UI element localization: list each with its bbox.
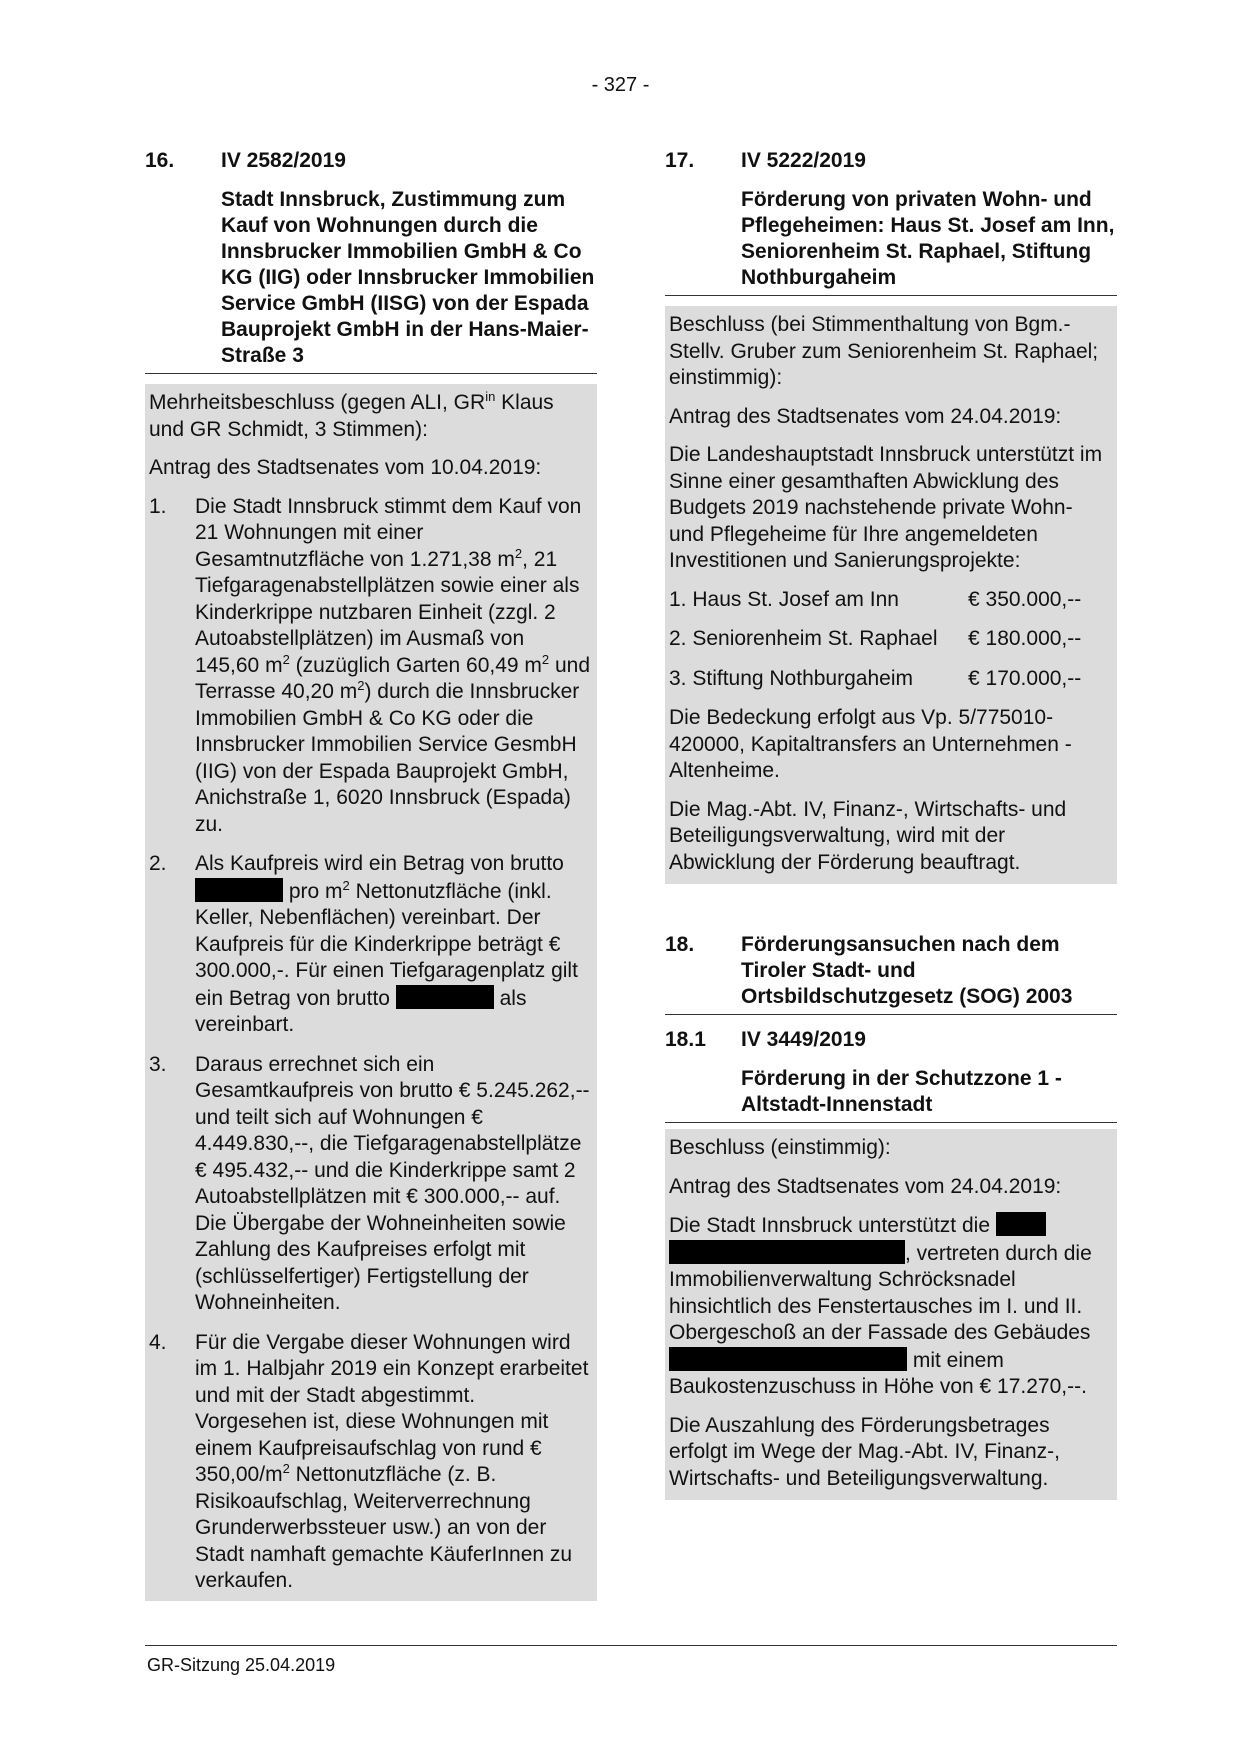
page-number: - 327 -	[591, 74, 650, 96]
payment-text: Die Auszahlung des Förderungsbetrages erfolgt im Wege der Mag.-Abt. IV, Finanz-, Wirtschafts- und Beteiligungsverwaltung.	[669, 1413, 1061, 1490]
decision-text: Beschluss (einstimmig):	[669, 1136, 891, 1159]
footer-session-date: GR-Sitzung 25.04.2019	[147, 1655, 336, 1675]
assignment-text: Die Mag.-Abt. IV, Finanz-, Wirtschafts- und Beteiligungsverwaltung, wird mit der Abwicklung der Förderung beauftragt.	[669, 797, 1067, 874]
redaction-block	[396, 985, 494, 1009]
right-column	[665, 148, 1117, 1500]
motion-text: Antrag des Stadtsenates vom 24.04.2019:	[669, 404, 1062, 428]
redaction-block	[996, 1212, 1046, 1236]
item-17-decision-block	[665, 306, 1117, 884]
redaction-block	[669, 1347, 907, 1371]
item-title: Förderungsansuchen nach dem Tiroler Stadt- und Ortsbildschutzgesetz (SOG) 2003	[741, 933, 1073, 1008]
item-title: Förderung von privaten Wohn- und Pflegeheimen: Haus St. Josef am Inn, Seniorenheim St. Raphael, Stiftung Nothburgaheim	[741, 188, 1115, 289]
item-number: 16.	[145, 149, 175, 172]
item-code: IV 5222/2019	[741, 149, 866, 172]
item-16-header	[145, 148, 597, 374]
left-column	[145, 148, 597, 1601]
item-16-decision-block	[145, 384, 597, 1601]
item-18-1-decision-block	[665, 1129, 1117, 1500]
item-title: Stadt Innsbruck, Zustimmung zum Kauf von Wohnungen durch die Innsbrucker Immobilien GmbH & Co KG (IIG) oder Innsbrucker Immobilien Service GmbH (IISG) von der Espada Bauprojekt GmbH in der Hans-Maier-Straße 3	[221, 188, 595, 367]
item-number: 18.	[665, 933, 695, 956]
list-item: 3. Daraus errechnet sich ein Gesamtkaufpreis von brutto € 5.245.262,-- und teilt sich auf Wohnungen € 4.449.830,--, die Tiefgaragenabstellplätze € 495.432,-- und die Kinderkrippe samt 2 Autoabstellplätzen mit € 300.000,-- auf. Die Übergabe der Wohneinheiten sowie Zahlung des Kaufpreises erfolgt mit (schlüsselfertiger) Fertigstellung der Wohneinheiten.	[149, 1052, 590, 1314]
item-number: 17.	[665, 149, 695, 172]
item-code: IV 3449/2019	[741, 1028, 866, 1051]
item-17-header	[665, 148, 1117, 296]
intro-text: Die Landeshauptstadt Innsbruck unterstützt im Sinne einer gesamthaften Abwicklung des Budgets 2019 nachstehende private Wohn- und Pflegeheime für Ihre angemeldeten Investitionen und Sanierungsprojekte:	[669, 443, 1103, 572]
funding-row: 3. Stiftung Nothburgaheim € 170.000,--	[669, 666, 1082, 690]
footer-divider	[145, 1645, 1117, 1646]
decision-text: Beschluss (bei Stimmenthaltung von Bgm.-Stellv. Gruber zum Seniorenheim St. Raphael; einstimmig):	[669, 313, 1099, 389]
list-item: 2. Als Kaufpreis wird ein Betrag von brutto pro $m^2$ Nettonutzfläche (inkl. Keller, Nebenflächen) vereinbart. Der Kaufpreis für die Kinderkrippe beträgt € 300.000,-. Für einen Tiefgaragenplatz gilt ein Betrag von brutto als vereinbart.	[149, 852, 578, 1036]
item-code: IV 2582/2019	[221, 149, 346, 172]
list-item: 1. Die Stadt Innsbruck stimmt dem Kauf von 21 Wohnungen mit einer Gesamtnutzfläche von 1.271,38 $m^2$, 21 Tiefgaragenabstellplätzen sowie einer als Kinderkrippe nutzbaren Einheit (zzgl. 2 Autoabstellplätzen) im Ausmaß von 145,60 $m^2$ (zuzüglich Garten 60,49 $m^2$ und Terrasse 40,20 $m^2$) durch die Innsbrucker Immobilien GmbH & Co KG oder die Innsbrucker Immobilien Service GesmbH (IIG) von der Espada Bauprojekt GmbH, Anichstraße 1, 6020 Innsbruck (Espada) zu.	[149, 494, 591, 836]
redaction-block	[669, 1240, 905, 1264]
coverage-text: Die Bedeckung erfolgt aus Vp. 5/775010-420000, Kapitaltransfers an Unternehmen - Altenheime.	[669, 706, 1072, 782]
funding-row: 1. Haus St. Josef am Inn € 350.000,--	[669, 587, 1082, 611]
list-item: 4. Für die Vergabe dieser Wohnungen wird im 1. Halbjahr 2019 ein Konzept erarbeitet und mit der Stadt abgestimmt. Vorgesehen ist, diese Wohnungen mit einem Kaufpreisaufschlag von rund € $350,00/m^2$ Nettonutzfläche (z. B. Risikoaufschlag, Weiterverrechnung Grunderwerbssteuer usw.) an von der Stadt namhaft gemachte KäuferInnen zu verkaufen.	[149, 1330, 589, 1592]
support-text: Die Stadt Innsbruck unterstützt die , vertreten durch die Immobilienverwaltung Schröcksnadel hinsichtlich des Fenstertausches im I. und II. Obergeschoß an der Fassade des Gebäudes mit einem Baukostenzuschuss in Höhe von € 17.270,--.	[669, 1214, 1092, 1398]
item-18-header	[665, 932, 1117, 1015]
redaction-block	[195, 878, 283, 902]
points-list	[149, 494, 593, 1595]
item-title: Förderung in der Schutzzone 1 - Altstadt-Innenstadt	[741, 1067, 1062, 1116]
decision-text: Mehrheitsbeschluss (gegen ALI, $GR^{in}$ Klaus und GR Schmidt, 3 Stimmen):	[149, 389, 554, 441]
item-number: 18.1	[665, 1028, 706, 1051]
motion-text: Antrag des Stadtsenates vom 24.04.2019:	[669, 1174, 1062, 1198]
item-18-1-header	[665, 1027, 1117, 1123]
funding-row: 2. Seniorenheim St. Raphael € 180.000,--	[669, 627, 1082, 650]
motion-text: Antrag des Stadtsenates vom 10.04.2019:	[149, 456, 542, 479]
